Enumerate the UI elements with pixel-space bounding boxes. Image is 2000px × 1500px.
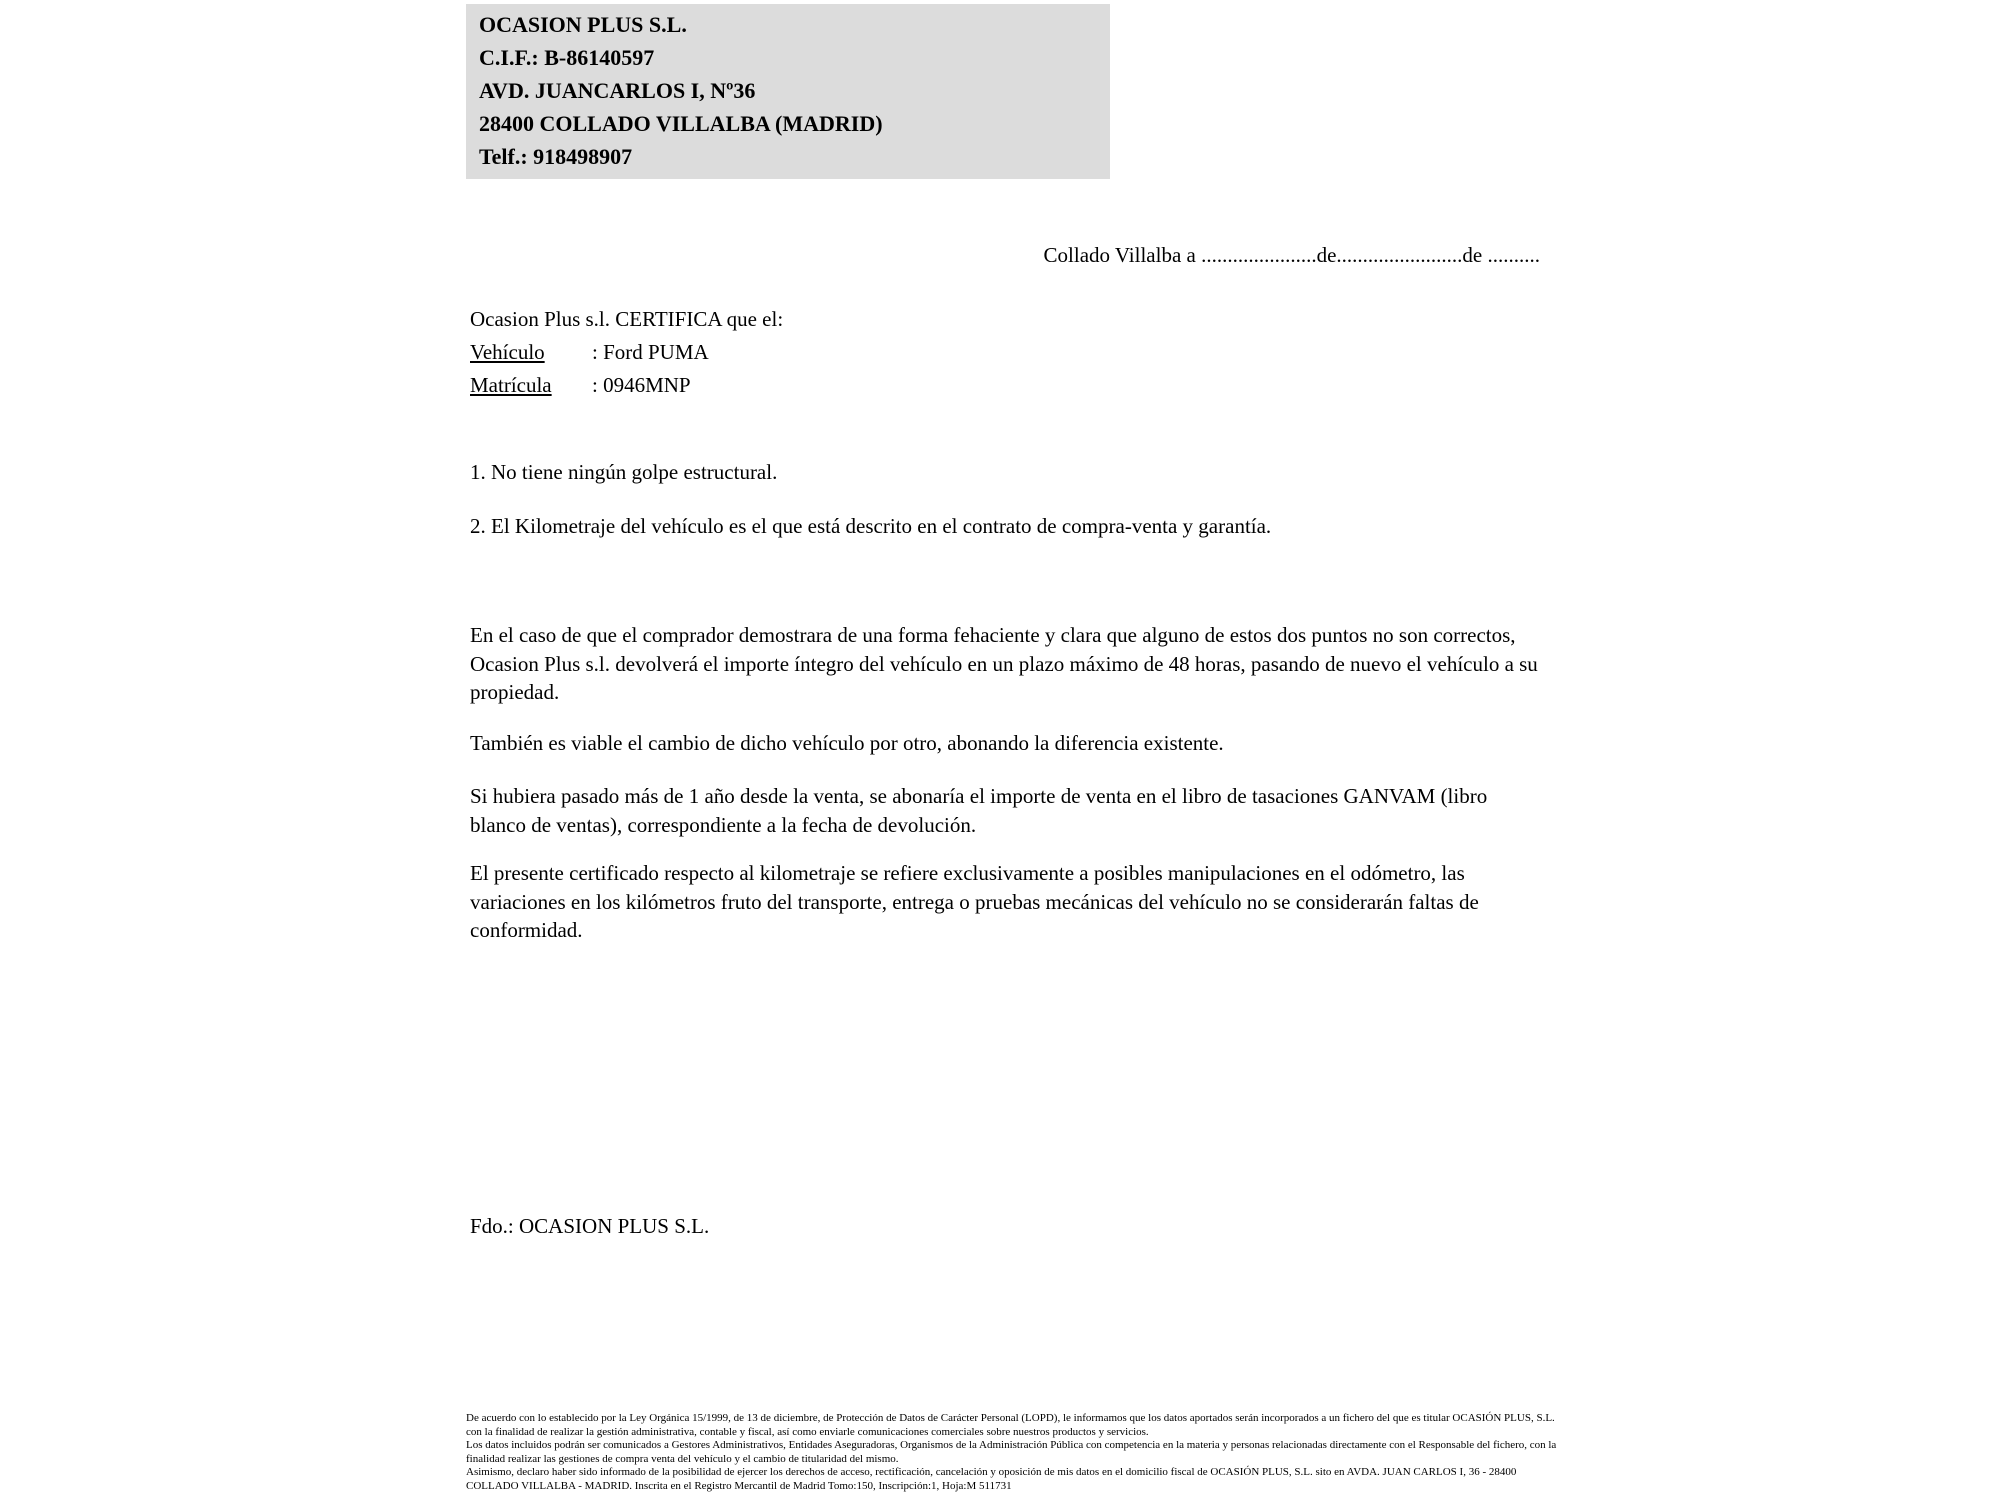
legal-paragraph-rights: Asimismo, declaro haber sido informado de la posibilidad de ejercer los derechos de acceso, rectificación, cancelación y oposición de mis datos en el domicilio fiscal de OCASIÓN PLUS, S.L. sito en AVDA. JUAN CARLOS I, 36 - 28400 COLLADO VILLALBA - MADRID. Inscrita en el Registro Mercantil de Madrid Tomo:150, Inscripción:1, Hoja:M 511731	[466, 1466, 1517, 1492]
vehicle-line	[470, 336, 783, 369]
company-city: 28400 COLLADO VILLALBA (MADRID)	[479, 111, 883, 136]
plate-label-wrap	[470, 369, 592, 402]
legal-block	[466, 1412, 1558, 1493]
company-address: AVD. JUANCARLOS I, Nº36	[479, 78, 756, 103]
certify-block	[470, 303, 783, 402]
legal-paragraph-data-sharing: Los datos incluidos podrán ser comunicados a Gestores Administrativos, Entidades Aseguradoras, Organismos de la Administración Pública con competencia en la materia y personas relacionadas directamente con el Responsable del fichero, con la finalidad realizar las gestiones de compra venta del vehículo y el cambio de titularidad del mismo.	[466, 1439, 1557, 1465]
paragraph-ganvam: Si hubiera pasado más de 1 año desde la venta, se abonaría el importe de venta en el libro de tasaciones GANVAM (libro blanco de ventas), correspondiente a la fecha de devolución.	[470, 784, 1488, 837]
paragraph-odometer: El presente certificado respecto al kilometraje se refiere exclusivamente a posibles manipulaciones en el odómetro, las variaciones en los kilómetros fruto del transporte, entrega o pruebas mecánicas del vehículo no se considerarán faltas de conformidad.	[470, 861, 1479, 942]
condition-mileage: 2. El Kilometraje del vehículo es el que está descrito en el contrato de compra-venta y garantía.	[470, 514, 1272, 538]
condition-structural: 1. No tiene ningún golpe estructural.	[470, 460, 778, 484]
vehicle-label-wrap	[470, 336, 592, 369]
paragraph-exchange: También es viable el cambio de dicho vehículo por otro, abonando la diferencia existente.	[470, 731, 1224, 755]
company-header-box	[466, 4, 1110, 179]
vehicle-label: Vehículo	[470, 340, 545, 364]
company-cif: C.I.F.: B-86140597	[479, 45, 655, 70]
plate-line	[470, 369, 783, 402]
legal-paragraph-lopd: De acuerdo con lo establecido por la Ley Orgánica 15/1999, de 13 de diciembre, de Protección de Datos de Carácter Personal (LOPD), le informamos que los datos aportados serán incorporados a un fichero del que es titular OCASIÓN PLUS, S.L. con la finalidad de realizar la gestión administrativa, contable y fiscal, así como enviarle comunicaciones comerciales sobre nuestros productos y servicios.	[466, 1412, 1555, 1438]
paragraph-refund: En el caso de que el comprador demostrara de una forma fehaciente y clara que alguno de estos dos puntos no son correctos, Ocasion Plus s.l. devolverá el importe íntegro del vehículo en un plazo máximo de 48 horas, pasando de nuevo el vehículo a su propiedad.	[470, 623, 1538, 704]
vehicle-value: : Ford PUMA	[592, 340, 709, 364]
plate-label: Matrícula	[470, 373, 552, 397]
signature-line: Fdo.: OCASION PLUS S.L.	[470, 1214, 710, 1238]
company-name: OCASION PLUS S.L.	[479, 12, 687, 37]
date-line: Collado Villalba a ......................de........................de ..........	[1043, 243, 1540, 267]
certify-intro: Ocasion Plus s.l. CERTIFICA que el:	[470, 307, 784, 331]
company-phone: Telf.: 918498907	[479, 144, 633, 169]
plate-value: : 0946MNP	[592, 373, 691, 397]
